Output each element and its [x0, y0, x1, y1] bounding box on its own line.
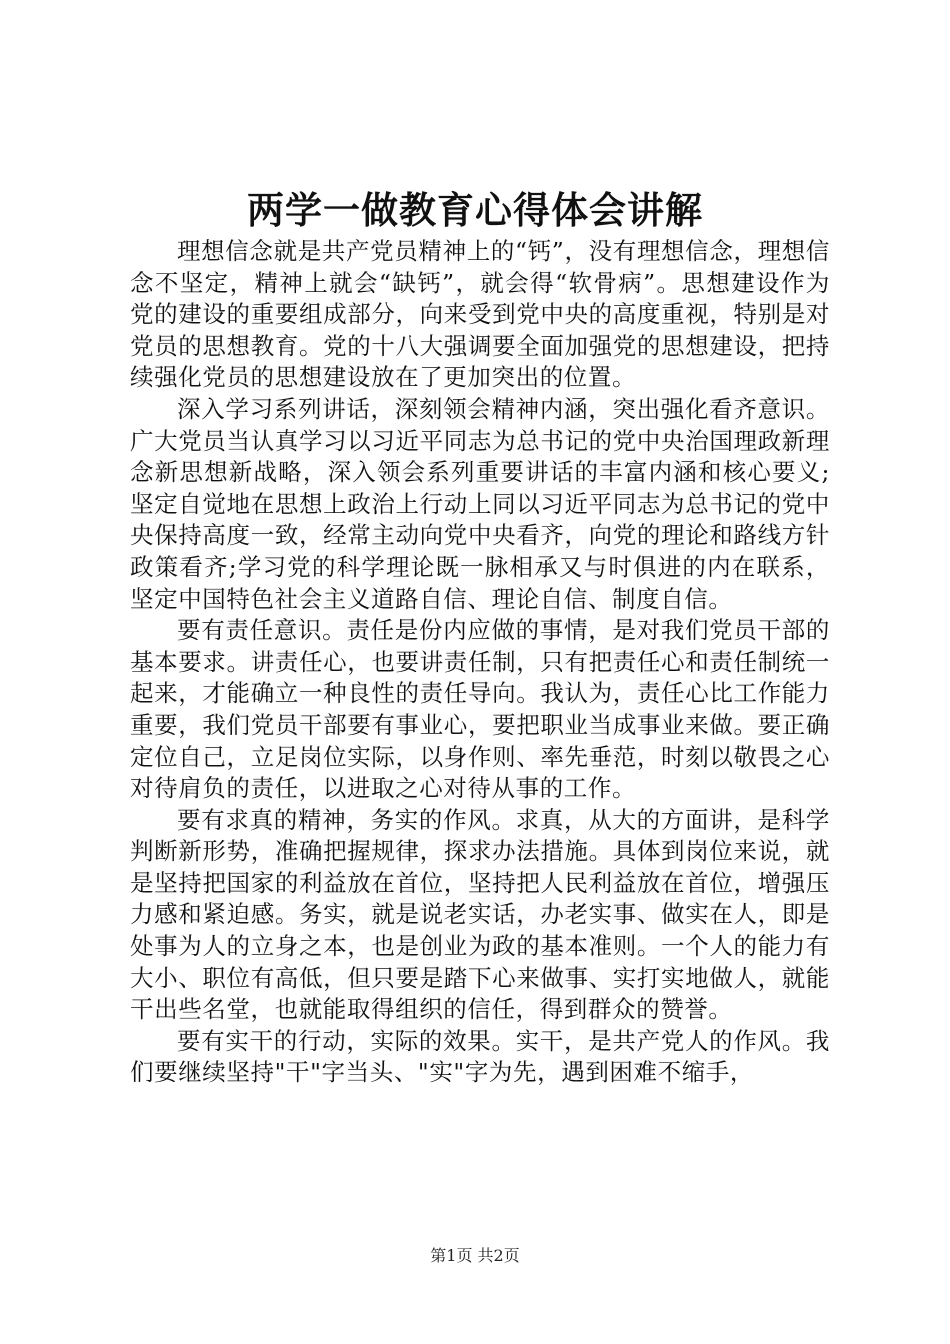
document-body	[130, 236, 830, 1089]
document-title: 两学一做教育心得体会讲解	[247, 188, 703, 232]
paragraph-4: 要有求真的精神，务实的作风。求真，从大的方面讲，是科学判断新形势，准确把握规律，探求办法措施。具体到岗位来说，就是坚持把国家的利益放在首位，坚持把人民利益放在首位，增强压力感和紧迫感。务实，就是说老实话，办老实事、做实在人，即是处事为人的立身之本，也是创业为政的基本准则。一个人的能力有大小、职位有高低，但只要是踏下心来做事、实打实地做人，就能干出些名堂，也就能取得组织的信任，得到群众的赞誉。	[130, 805, 830, 1024]
paragraph-5: 要有实干的行动，实际的效果。实干，是共产党人的作风。我们要继续坚持"干"字当头、"实"字为先，遇到困难不缩手，	[130, 1026, 830, 1087]
paragraph-2: 深入学习系列讲话，深刻领会精神内涵，突出强化看齐意识。广大党员当认真学习以习近平同志为总书记的党中央治国理政新理念新思想新战略，深入领会系列重要讲话的丰富内涵和核心要义;坚定自觉地在思想上政治上行动上同以习近平同志为总书记的党中央保持高度一致，经常主动向党中央看齐，向党的理论和路线方针政策看齐;学习党的科学理论既一脉相承又与时俱进的内在联系，坚定中国特色社会主义道路自信、理论自信、制度自信。	[130, 394, 830, 613]
page-number-footer: 第1页 共2页	[430, 1246, 520, 1265]
paragraph-3: 要有责任意识。责任是份内应做的事情，是对我们党员干部的基本要求。讲责任心，也要讲责任制，只有把责任心和责任制统一起来，才能确立一种良性的责任导向。我认为，责任心比工作能力重要，我们党员干部要有事业心，要把职业当成事业来做。要正确定位自己，立足岗位实际，以身作则、率先垂范，时刻以敬畏之心对待肩负的责任，以进取之心对待从事的工作。	[130, 616, 830, 803]
paragraph-1: 理想信念就是共产党员精神上的“钙”，没有理想信念，理想信念不坚定，精神上就会“缺钙”，就会得“软骨病”。思想建设作为党的建设的重要组成部分，向来受到党中央的高度重视，特别是对党员的思想教育。党的十八大强调要全面加强党的思想建设，把持续强化党员的思想建设放在了更加突出的位置。	[130, 237, 830, 392]
